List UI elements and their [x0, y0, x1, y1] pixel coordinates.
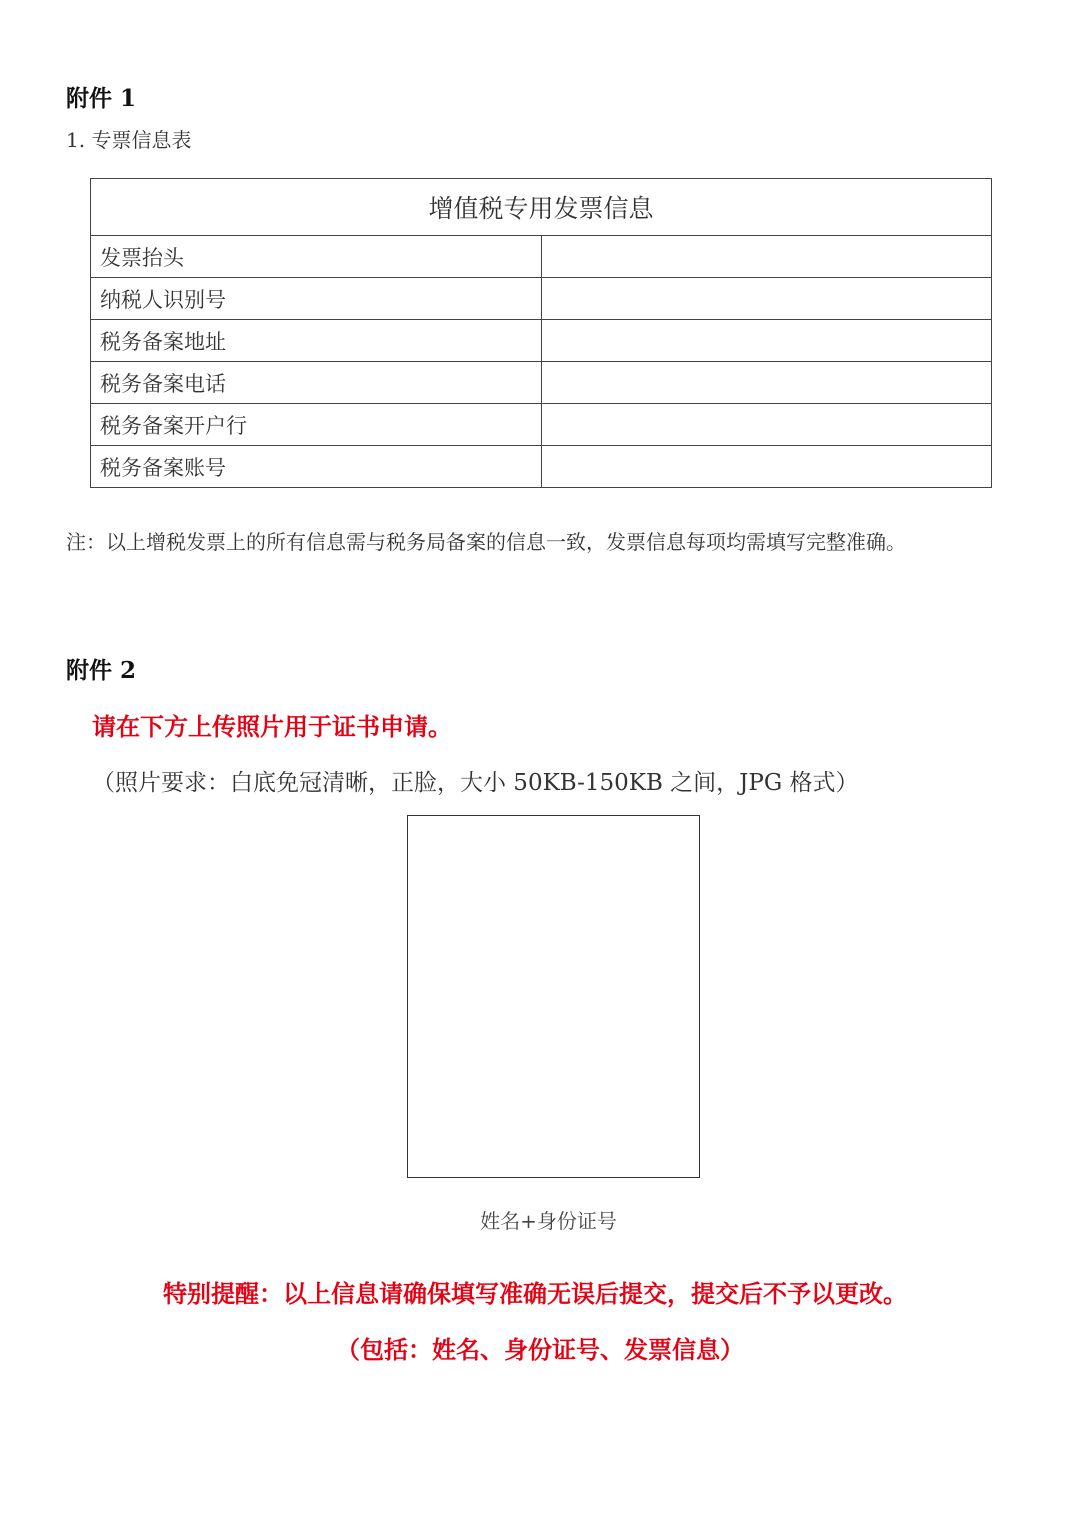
photo-requirements: （照片要求：白底免冠清晰，正脸，大小 50KB-150KB 之间，JPG 格式） [92, 770, 859, 796]
photo-upload-box[interactable] [407, 815, 700, 1178]
table-row [91, 320, 992, 362]
invoice-info-table [90, 178, 992, 488]
attachment1-subheading: 1. 专票信息表 [66, 128, 192, 152]
tax-bank-field[interactable] [541, 404, 992, 446]
invoice-header-field[interactable] [541, 236, 992, 278]
photo-caption: 姓名+身份证号 [480, 1209, 617, 1233]
table-row [91, 446, 992, 488]
photo-upload-instruction: 请在下方上传照片用于证书申请。 [92, 712, 452, 741]
tax-address-label: 税务备案地址 [91, 320, 542, 362]
table-row [91, 404, 992, 446]
attachment2-heading: 附件 2 [66, 657, 137, 684]
attachment1-heading: 附件 1 [66, 85, 137, 112]
tax-account-field[interactable] [541, 446, 992, 488]
taxpayer-id-field[interactable] [541, 278, 992, 320]
tax-address-field[interactable] [541, 320, 992, 362]
tax-account-label: 税务备案账号 [91, 446, 542, 488]
taxpayer-id-label: 纳税人识别号 [91, 278, 542, 320]
table-row [91, 362, 992, 404]
table-title-row [91, 179, 992, 236]
invoice-header-label: 发票抬头 [91, 236, 542, 278]
special-reminder-details: （包括：姓名、身份证号、发票信息） [336, 1335, 744, 1364]
tax-phone-label: 税务备案电话 [91, 362, 542, 404]
special-reminder: 特别提醒：以上信息请确保填写准确无误后提交，提交后不予以更改。 [163, 1279, 907, 1308]
tax-phone-field[interactable] [541, 362, 992, 404]
table-row [91, 236, 992, 278]
invoice-note: 注：以上增税发票上的所有信息需与税务局备案的信息一致，发票信息每项均需填写完整准确。 [66, 530, 906, 554]
table-title: 增值税专用发票信息 [91, 179, 992, 236]
table-row [91, 278, 992, 320]
tax-bank-label: 税务备案开户行 [91, 404, 542, 446]
